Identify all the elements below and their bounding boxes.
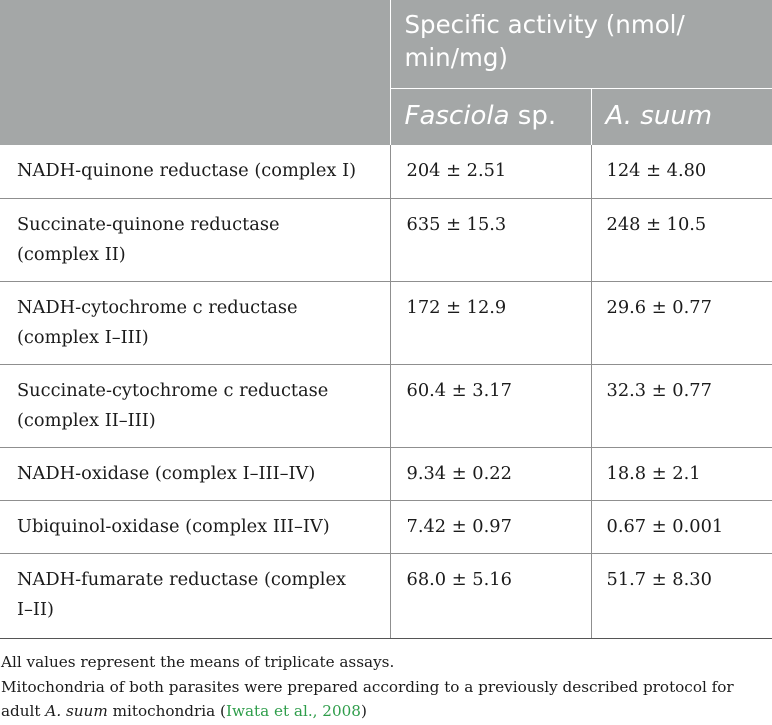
table-body [0,145,772,638]
asuum-value: 32.3 ± 0.77 [591,364,772,447]
header-stub-cell [0,0,390,145]
citation-link[interactable]: Iwata et al., 2008 [225,702,361,720]
fasciola-value: 68.0 ± 5.16 [390,553,591,638]
row-label: NADH-cytochrome c reductase (complex I–III) [0,281,390,364]
asuum-species: A. suum [605,100,713,131]
row-label: NADH-oxidase (complex I–III–IV) [0,447,390,500]
table-header [0,0,772,145]
asuum-value: 0.67 ± 0.001 [591,500,772,553]
specific-activity-label: Specific activity (nmol/ min/mg) [404,10,685,72]
row-label: NADH-fumarate reductase (complex I–II) [0,553,390,638]
table-footnotes [1,650,772,724]
fasciola-value: 635 ± 15.3 [390,198,591,281]
footnote-species: A. suum [45,702,108,720]
fasciola-value: 204 ± 2.51 [390,145,591,198]
table-row [0,281,772,364]
row-label: NADH-quinone reductase (complex I) [0,145,390,198]
table-row [0,145,772,198]
asuum-value: 248 ± 10.5 [591,198,772,281]
header-specific-activity [390,0,772,88]
asuum-value: 51.7 ± 8.30 [591,553,772,638]
table-row [0,553,772,638]
header-asuum [591,88,772,145]
fasciola-suffix: sp. [509,100,557,131]
footnote-3-prefix: adult [1,702,46,720]
table-row [0,364,772,447]
table-row [0,500,772,553]
fasciola-value: 9.34 ± 0.22 [390,447,591,500]
footnote-3-mid: mitochondria ( [107,702,226,720]
header-row-group [0,0,772,88]
footnote-3-suffix: ) [360,702,367,720]
asuum-value: 124 ± 4.80 [591,145,772,198]
row-label: Ubiquinol-oxidase (complex III–IV) [0,500,390,553]
footnote-1: All values represent the means of triplicate assays. [1,653,395,671]
footnote-2: Mitochondria of both parasites were prepared according to a previously described protocol for [1,677,734,696]
row-label: Succinate-quinone reductase (complex II) [0,198,390,281]
table-row [0,447,772,500]
fasciola-genus: Fasciola [404,100,510,131]
table-row [0,198,772,281]
asuum-value: 29.6 ± 0.77 [591,281,772,364]
header-fasciola [390,88,591,145]
fasciola-value: 7.42 ± 0.97 [390,500,591,553]
asuum-value: 18.8 ± 2.1 [591,447,772,500]
footnote-3 [1,699,772,724]
fasciola-value: 60.4 ± 3.17 [390,364,591,447]
fasciola-value: 172 ± 12.9 [390,281,591,364]
row-label: Succinate-cytochrome c reductase (complex II–III) [0,364,390,447]
